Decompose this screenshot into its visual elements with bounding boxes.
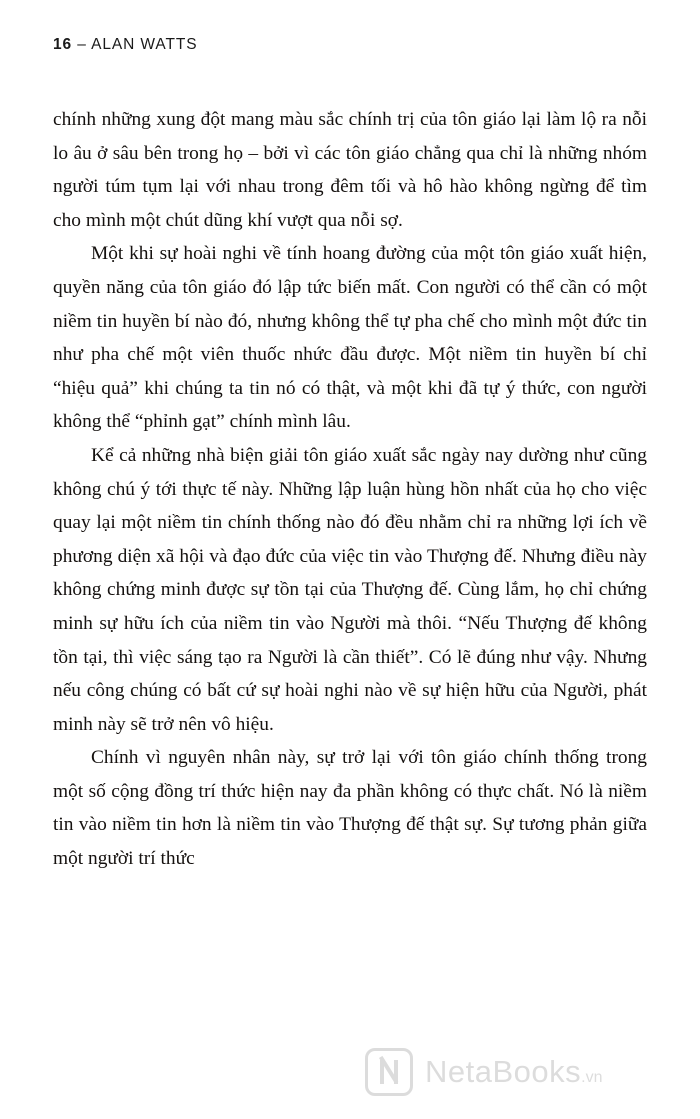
watermark (365, 1046, 655, 1098)
paragraph: Kể cả những nhà biện giải tôn giáo xuất sắc ngày nay dường như cũng không chú ý tới thực tế này. Những lập luận hùng hồn nhất của họ cho việc quay lại một niềm tin chính thống nào đó đều nhằm chỉ ra những lợi ích về phương diện xã hội và đạo đức của việc tin vào Thượng đế. Nhưng điều này không chứng minh được sự tồn tại của Thượng đế. Cùng lắm, họ chỉ chứng minh sự hữu ích của niềm tin vào Người mà thôi. “Nếu Thượng đế không tồn tại, thì việc sáng tạo ra Người là cần thiết”. Có lẽ đúng như vậy. Nhưng nếu công chúng có bất cứ sự hoài nghi nào về sự hiện hữu của Người, phát minh này sẽ trở nên vô hiệu. (53, 444, 647, 735)
netabooks-n-logo-icon (365, 1048, 413, 1096)
paragraph: Một khi sự hoài nghi về tính hoang đường của một tôn giáo xuất hiện, quyền năng của tôn giáo đó lập tức biến mất. Con người có thể cần có một niềm tin huyền bí nào đó, nhưng không thể tự pha chế cho mình một đức tin như pha chế một viên thuốc nhức đầu được. Một niềm tin huyền bí chỉ “hiệu quả” khi chúng ta tin nó có thật, và một khi đã tự ý thức, con người không thể “phỉnh gạt” chính mình lâu. (53, 243, 647, 433)
page-number: 16 (53, 36, 73, 53)
author-name: ALAN WATTS (91, 36, 198, 53)
running-head (53, 36, 197, 54)
paragraph: Chính vì nguyên nhân này, sự trở lại với tôn giáo chính thống trong một số cộng đồng trí thức hiện nay đa phần không có thực chất. Nó là niềm tin vào niềm tin hơn là niềm tin vào Thượng đế thật sự. Sự tương phản giữa một người trí thức (53, 747, 647, 870)
watermark-text (425, 1054, 602, 1090)
watermark-suffix: .vn (581, 1069, 603, 1086)
running-head-separator: – (72, 36, 92, 53)
paragraph: chính những xung đột mang màu sắc chính trị của tôn giáo lại làm lộ ra nỗi lo âu ở sâu bên trong họ – bởi vì các tôn giáo chẳng qua chỉ là những nhóm người túm tụm lại với nhau trong đêm tối và hô hào không ngừng để tìm cho mình một chút dũng khí vượt qua nỗi sợ. (53, 109, 647, 231)
page-body (53, 103, 647, 876)
watermark-brand: NetaBooks (425, 1054, 582, 1089)
